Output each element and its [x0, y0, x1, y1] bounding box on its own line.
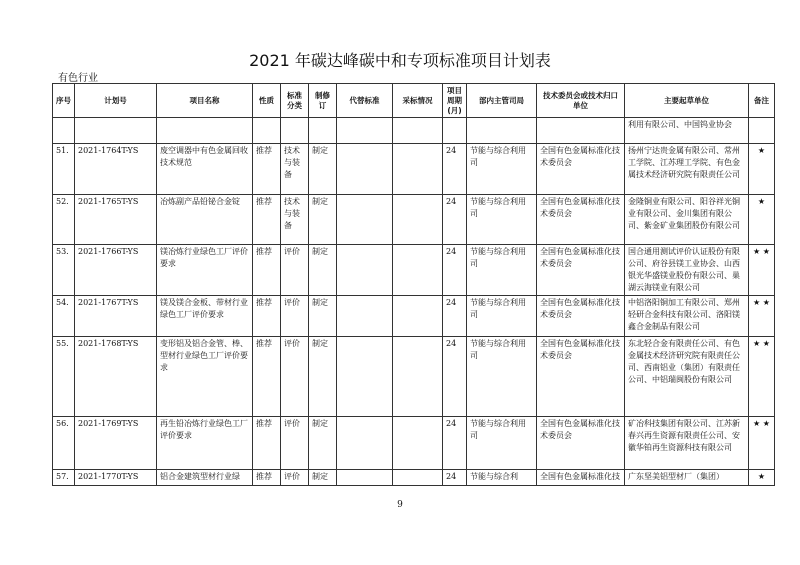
plan-number-cell: 2021-1767T-YS	[75, 296, 157, 337]
revision-cell: 制定	[309, 144, 337, 195]
technical-committee-cell: 全国有色金属标准化技术委员会	[537, 296, 625, 337]
period-cell: 24	[443, 470, 467, 486]
table-row	[53, 337, 775, 417]
category-cell: 评价	[281, 296, 309, 337]
note-stars-cell: ★	[749, 195, 775, 245]
header-cell: 主要起草单位	[625, 84, 749, 118]
adoption-cell	[393, 417, 443, 470]
project-name-cell: 再生铅冶炼行业绿色工厂评价要求	[157, 417, 253, 470]
section-label: 有色行业	[58, 73, 98, 84]
note-stars-cell: ★ ★	[749, 417, 775, 470]
org-cell: 利用有限公司、中国钨业协会	[625, 118, 749, 144]
technical-committee-cell: 全国有色金属标准化技术委员会	[537, 337, 625, 417]
drafting-units-cell: 金隆铜业有限公司、阳谷祥光铜业有限公司、金川集团有限公司、紫金矿业集团股份有限公司	[625, 195, 749, 245]
adoption-cell	[393, 470, 443, 486]
department-cell: 节能与综合利用司	[467, 296, 537, 337]
period-cell: 24	[443, 417, 467, 470]
period-cell: 24	[443, 296, 467, 337]
header-cell: 部内主管司局	[467, 84, 537, 118]
header-cell: 标准分类	[281, 84, 309, 118]
nature-cell: 推荐	[253, 470, 281, 486]
replaced-standard-cell	[337, 470, 393, 486]
project-name-cell: 废空调器中有色金属回收技术规范	[157, 144, 253, 195]
header-cell: 计划号	[75, 84, 157, 118]
table-row	[53, 144, 775, 195]
header-cell: 采标情况	[393, 84, 443, 118]
row-number-cell: 57.	[53, 470, 75, 486]
technical-committee-cell: 全国有色金属标准化技术委员会	[537, 245, 625, 296]
plan-number-cell: 2021-1764T-YS	[75, 144, 157, 195]
revision-cell: 制定	[309, 470, 337, 486]
nature-cell: 推荐	[253, 195, 281, 245]
table-row	[53, 470, 775, 486]
category-cell: 评价	[281, 245, 309, 296]
header-cell: 性质	[253, 84, 281, 118]
technical-committee-cell: 全国有色金属标准化技	[537, 470, 625, 486]
standards-table	[52, 83, 775, 486]
plan-number-cell: 2021-1770T-YS	[75, 470, 157, 486]
note-stars-cell: ★ ★	[749, 337, 775, 417]
note-stars-cell: ★ ★	[749, 245, 775, 296]
project-name-cell: 冶炼副产品铅铋合金锭	[157, 195, 253, 245]
drafting-units-cell: 广东坚美铝型材厂（集团）	[625, 470, 749, 486]
technical-committee-cell: 全国有色金属标准化技术委员会	[537, 417, 625, 470]
period-cell: 24	[443, 195, 467, 245]
plan-number-cell: 2021-1768T-YS	[75, 337, 157, 417]
row-number-cell: 52.	[53, 195, 75, 245]
header-cell: 项目名称	[157, 84, 253, 118]
note-stars-cell: ★	[749, 470, 775, 486]
replaced-standard-cell	[337, 245, 393, 296]
category-cell: 技术与装备	[281, 195, 309, 245]
nature-cell: 推荐	[253, 296, 281, 337]
replaced-standard-cell	[337, 195, 393, 245]
table-header-row	[53, 84, 775, 118]
department-cell: 节能与综合利用司	[467, 245, 537, 296]
revision-cell: 制定	[309, 195, 337, 245]
header-cell: 制修订	[309, 84, 337, 118]
revision-cell: 制定	[309, 296, 337, 337]
category-cell: 技术与装备	[281, 144, 309, 195]
table-row	[53, 296, 775, 337]
note-stars-cell: ★	[749, 144, 775, 195]
plan-number-cell: 2021-1765T-YS	[75, 195, 157, 245]
period-cell: 24	[443, 337, 467, 417]
revision-cell: 制定	[309, 337, 337, 417]
document-title: 2021 年碳达峰碳中和专项标准项目计划表	[249, 51, 551, 70]
department-cell: 节能与综合利用司	[467, 337, 537, 417]
department-cell: 节能与综合利用司	[467, 195, 537, 245]
revision-cell: 制定	[309, 245, 337, 296]
category-cell: 评价	[281, 337, 309, 417]
replaced-standard-cell	[337, 337, 393, 417]
adoption-cell	[393, 144, 443, 195]
department-cell: 节能与综合利用司	[467, 417, 537, 470]
table-row	[53, 417, 775, 470]
row-number-cell: 55.	[53, 337, 75, 417]
department-cell: 节能与综合利用司	[467, 144, 537, 195]
category-cell: 评价	[281, 417, 309, 470]
replaced-standard-cell	[337, 417, 393, 470]
header-cell: 代替标准	[337, 84, 393, 118]
drafting-units-cell: 中铝洛阳铜加工有限公司、郑州轻研合金科技有限公司、洛阳镁鑫合金制品有限公司	[625, 296, 749, 337]
nature-cell: 推荐	[253, 337, 281, 417]
page-number: 9	[397, 500, 403, 510]
period-cell: 24	[443, 245, 467, 296]
nature-cell: 推荐	[253, 245, 281, 296]
header-cell: 项目周期(月)	[443, 84, 467, 118]
row-number-cell: 51.	[53, 144, 75, 195]
replaced-standard-cell	[337, 296, 393, 337]
drafting-units-cell: 东北轻合金有限责任公司、有色金属技术经济研究院有限责任公司、西南铝业（集团）有限责任公司、中铝瑞闽股份有限公司	[625, 337, 749, 417]
category-cell: 评价	[281, 470, 309, 486]
drafting-units-cell: 扬州宁达贵金属有限公司、常州工学院、江苏理工学院、有色金属技术经济研究院有限责任公司	[625, 144, 749, 195]
project-name-cell: 镁及镁合金板、带材行业绿色工厂评价要求	[157, 296, 253, 337]
note-stars-cell: ★ ★	[749, 296, 775, 337]
table-row	[53, 195, 775, 245]
adoption-cell	[393, 195, 443, 245]
nature-cell: 推荐	[253, 417, 281, 470]
continuation-row	[53, 118, 775, 144]
row-number-cell: 53.	[53, 245, 75, 296]
header-cell: 序号	[53, 84, 75, 118]
adoption-cell	[393, 245, 443, 296]
revision-cell: 制定	[309, 417, 337, 470]
replaced-standard-cell	[337, 144, 393, 195]
project-name-cell: 铝合金建筑型材行业绿	[157, 470, 253, 486]
drafting-units-cell: 国合通用测试评价认证股份有限公司、府谷县镁工业协会、山西银光华盛镁业股份有限公司、巢湖云海镁业有限公司	[625, 245, 749, 296]
nature-cell: 推荐	[253, 144, 281, 195]
row-number-cell: 54.	[53, 296, 75, 337]
technical-committee-cell: 全国有色金属标准化技术委员会	[537, 144, 625, 195]
period-cell: 24	[443, 144, 467, 195]
project-name-cell: 变形铝及铝合金管、棒、型材行业绿色工厂评价要求	[157, 337, 253, 417]
adoption-cell	[393, 337, 443, 417]
table-row	[53, 245, 775, 296]
plan-number-cell: 2021-1769T-YS	[75, 417, 157, 470]
drafting-units-cell: 矿冶科技集团有限公司、江苏新春兴再生资源有限责任公司、安徽华铂再生资源科技有限公司	[625, 417, 749, 470]
header-cell: 备注	[749, 84, 775, 118]
adoption-cell	[393, 296, 443, 337]
department-cell: 节能与综合利	[467, 470, 537, 486]
project-name-cell: 镁冶炼行业绿色工厂评价要求	[157, 245, 253, 296]
technical-committee-cell: 全国有色金属标准化技术委员会	[537, 195, 625, 245]
row-number-cell: 56.	[53, 417, 75, 470]
plan-number-cell: 2021-1766T-YS	[75, 245, 157, 296]
header-cell: 技术委员会或技术归口单位	[537, 84, 625, 118]
